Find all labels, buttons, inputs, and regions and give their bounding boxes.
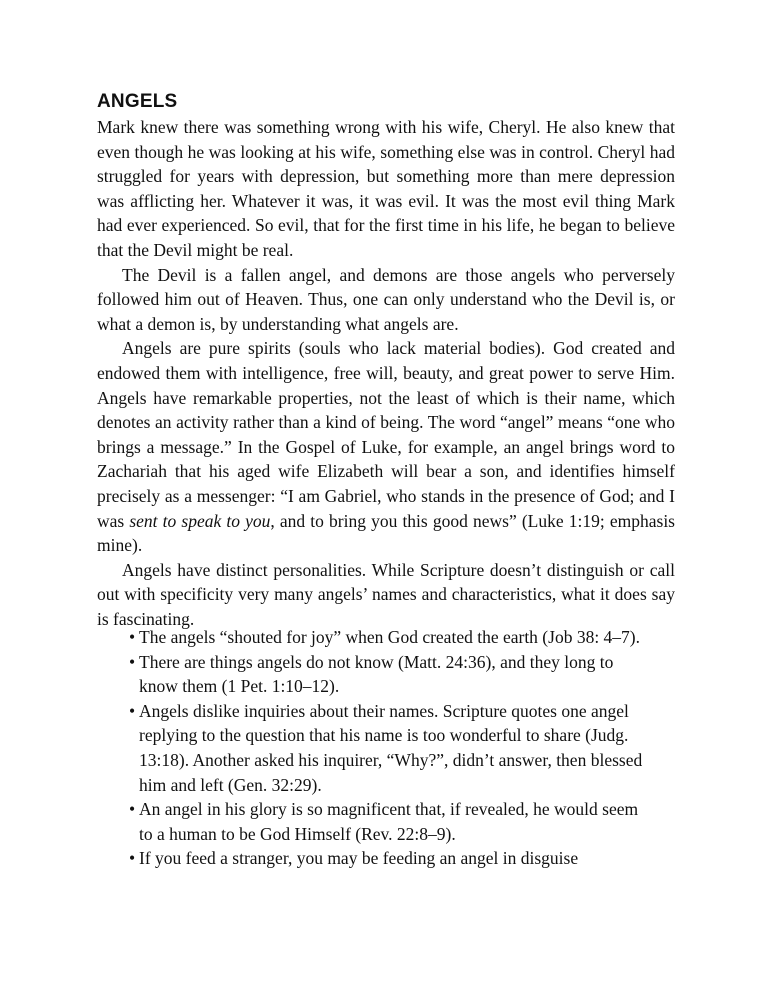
list-item-text: There are things angels do not know (Matt. 24:36), and they long to know them (1 Pet. 1:10–12). (139, 651, 614, 697)
list-item (129, 846, 649, 871)
list-item-text: If you feed a stranger, you may be feeding an angel in disguise (139, 848, 579, 869)
bullet-icon: • (129, 848, 136, 869)
bullet-icon: • (129, 651, 136, 672)
list-item-text: The angels “shouted for joy” when God created the earth (Job 38: 4–7). (139, 627, 641, 647)
bullet-icon: • (129, 700, 136, 721)
section-heading: ANGELS (97, 91, 178, 112)
list-item (129, 797, 649, 846)
emphasis-text: sent to speak to you (129, 510, 271, 531)
list-item (129, 699, 649, 797)
list-item (129, 650, 649, 699)
list-item-text: Angels dislike inquiries about their names. Scripture quotes one angel replying to the question that his name is too wonderful to share (Judg. 13:18). Another asked his inquirer, “Why?”, didn’t answer, then blessed him and left (Gen. 32:29). (139, 700, 643, 795)
paragraph-2: The Devil is a fallen angel, and demons are those angels who perversely followed him out of Heaven. Thus, one can only understand who the Devil is, or what a demon is, by understanding what angels are. (97, 264, 675, 334)
paragraph-3 (97, 336, 675, 557)
list-item (129, 625, 649, 650)
bullet-list (129, 625, 649, 871)
paragraph-1: Mark knew there was something wrong with his wife, Cheryl. He also knew that even though he was looking at his wife, something else was in control. Cheryl had struggled for years with depression, but something more than mere depression was afflicting her. Whatever it was, it was evil. It was the most evil thing Mark had ever experienced. So evil, that for the first time in his life, he began to believe that the Devil might be real. (97, 117, 675, 260)
page-body (97, 90, 675, 869)
paragraph-3-text: Angels are pure spirits (souls who lack material bodies). God created and endowed them with intelligence, free will, beauty, and great power to serve Him. Angels have remarkable properties, not the least of which is their name, which denotes an activity rather than a kind of being. The word “angel” means “one who brings a message.” In the Gospel of Luke, for example, an angel brings word to Zachariah that his aged wife Elizabeth will bear a son, and identifies himself precisely as a messenger: “I am Gabriel, who stands in the presence of God; and I was (97, 338, 675, 531)
paragraph-4: Angels have distinct personalities. While Scripture doesn’t distinguish or call out with specificity very many angels’ names and characteristics, what it does say is fascinating. (97, 559, 675, 629)
list-item-text: An angel in his glory is so magnificent that, if revealed, he would seem to a human to be God Himself (Rev. 22:8–9). (139, 799, 639, 844)
bullet-icon: • (129, 627, 136, 647)
bullet-icon: • (129, 799, 136, 820)
paragraph-3-end: , and to bring you this good news” (Luke 1:19; emphasis mine). (97, 510, 675, 556)
